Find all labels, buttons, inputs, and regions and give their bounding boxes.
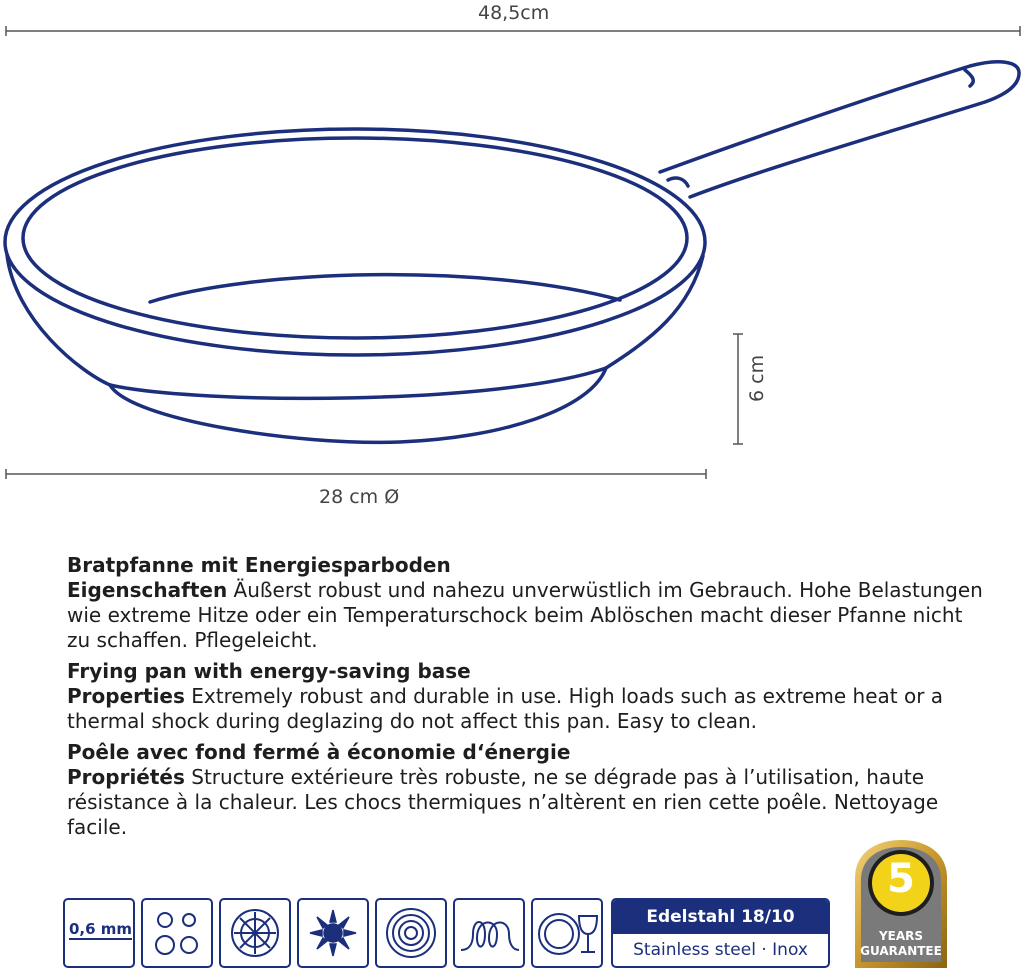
coil-icon [453,898,525,968]
thickness-icon [63,898,135,968]
section-english [67,659,987,734]
total-length-dimension [6,26,1020,36]
section-label: Eigenschaften [67,578,228,602]
hob-icon [141,898,213,968]
diameter-label: 28 cm Ø [319,486,400,508]
section-label: Properties [67,684,185,708]
total-length-label: 48,5cm [478,2,550,24]
material-line2: Stainless steel · Inox [633,940,808,960]
description [67,553,987,846]
section-text: Structure extérieure très robuste, ne se dégrade pas à l’utilisation, haute résistance à la chaleur. Les chocs thermiques n’altèrent en rien cette poêle. Nettoyage facile. [67,765,939,839]
material-label [611,898,830,968]
pan-outline [5,62,1019,443]
height-dimension [733,334,743,444]
guarantee-line2: GUARANTEE [860,944,942,958]
section-title: Bratpfanne mit Energiesparboden [67,553,451,577]
guarantee-line1: YEARS [878,929,924,943]
section-title: Frying pan with energy-saving base [67,659,471,683]
section-label: Propriétés [67,765,185,789]
section-text: Extremely robust and durable in use. High loads such as extreme heat or a thermal shock during deglazing do not affect this pan. Easy to clean. [67,684,944,733]
induction-icon [219,898,291,968]
material-line1: Edelstahl 18/10 [613,900,828,934]
section-text: Äußerst robust und nahezu unverwüstlich im Gebrauch. Hohe Belastungen wie extreme Hitze oder ein Temperaturschock beim Ablöschen macht dieser Pfanne nicht zu schaffen. Pflegeleicht. [67,578,983,652]
spiral-icon [375,898,447,968]
gas-flame-icon [297,898,369,968]
thickness-label: 0,6 mm [69,920,133,938]
diameter-dimension [6,469,706,479]
guarantee-badge [853,838,949,970]
section-french [67,740,987,840]
section-german [67,553,987,653]
section-title: Poêle avec fond fermé à économie d‘énergie [67,740,571,764]
dishwasher-icon [531,898,603,968]
guarantee-years: 5 [887,856,915,902]
height-label: 6 cm [746,354,768,402]
